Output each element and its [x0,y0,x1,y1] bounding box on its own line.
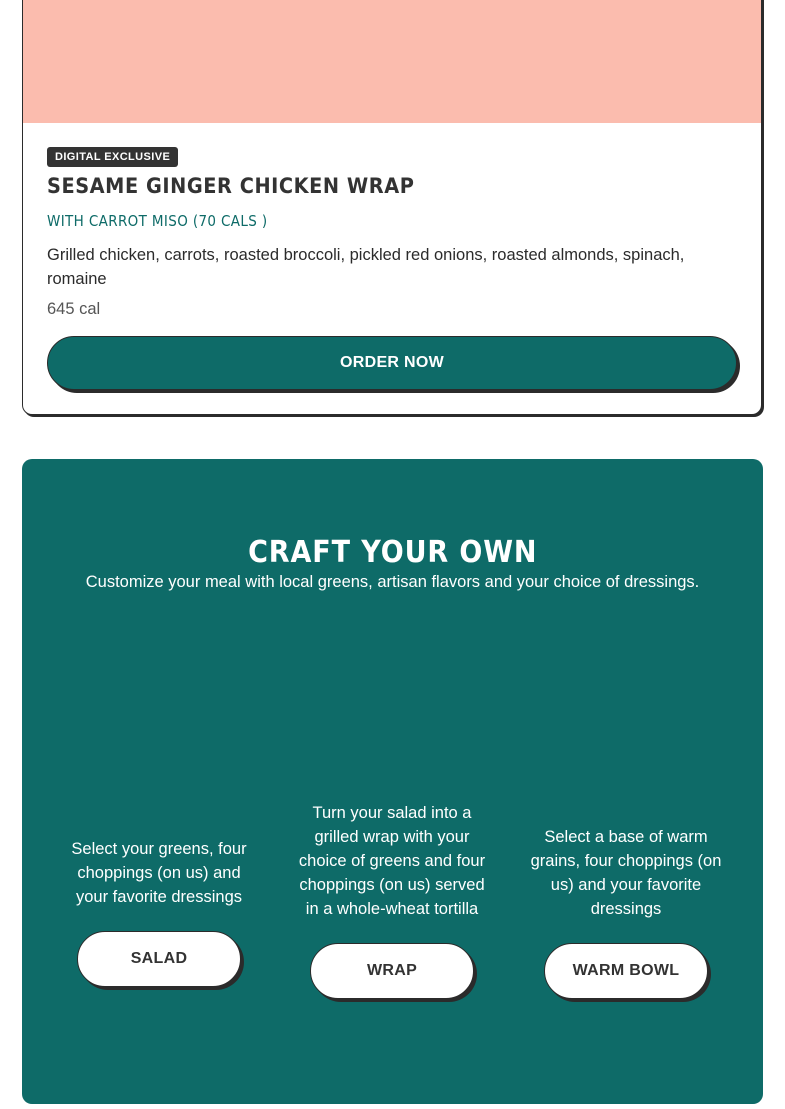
option-salad-description: Select your greens, four choppings (on us) and your favorite dressings [71,840,247,906]
option-salad [59,837,259,987]
product-subtitle: WITH CARROT MISO (70 CALS ) [47,212,268,230]
wrap-button[interactable]: WRAP [310,943,474,999]
product-calories: 645 cal [47,300,101,318]
option-wrap [292,801,492,999]
craft-title-text: CRAFT YOUR OWN [247,535,538,570]
product-card [22,0,762,415]
digital-exclusive-badge: DIGITAL EXCLUSIVE [47,147,178,167]
craft-title [22,535,763,570]
warm-bowl-button[interactable]: WARM BOWL [544,943,708,999]
order-now-button[interactable]: ORDER NOW [47,336,737,390]
option-wrap-description: Turn your salad into a grilled wrap with your choice of greens and four choppings (on us) served in a whole-wheat tortilla [298,804,486,918]
salad-button[interactable]: SALAD [77,931,241,987]
product-title: SESAME GINGER CHICKEN WRAP [47,174,415,198]
product-image [23,0,761,123]
craft-subtitle: Customize your meal with local greens, artisan flavors and your choice of dressings. [85,573,700,591]
craft-your-own-section [22,459,763,1104]
option-warm-bowl-description: Select a base of warm grains, four choppings (on us) and your favorite dressings [530,828,722,918]
option-warm-bowl [526,825,726,999]
product-description: Grilled chicken, carrots, roasted broccoli, pickled red onions, roasted almonds, spinach, romaine [47,246,685,288]
